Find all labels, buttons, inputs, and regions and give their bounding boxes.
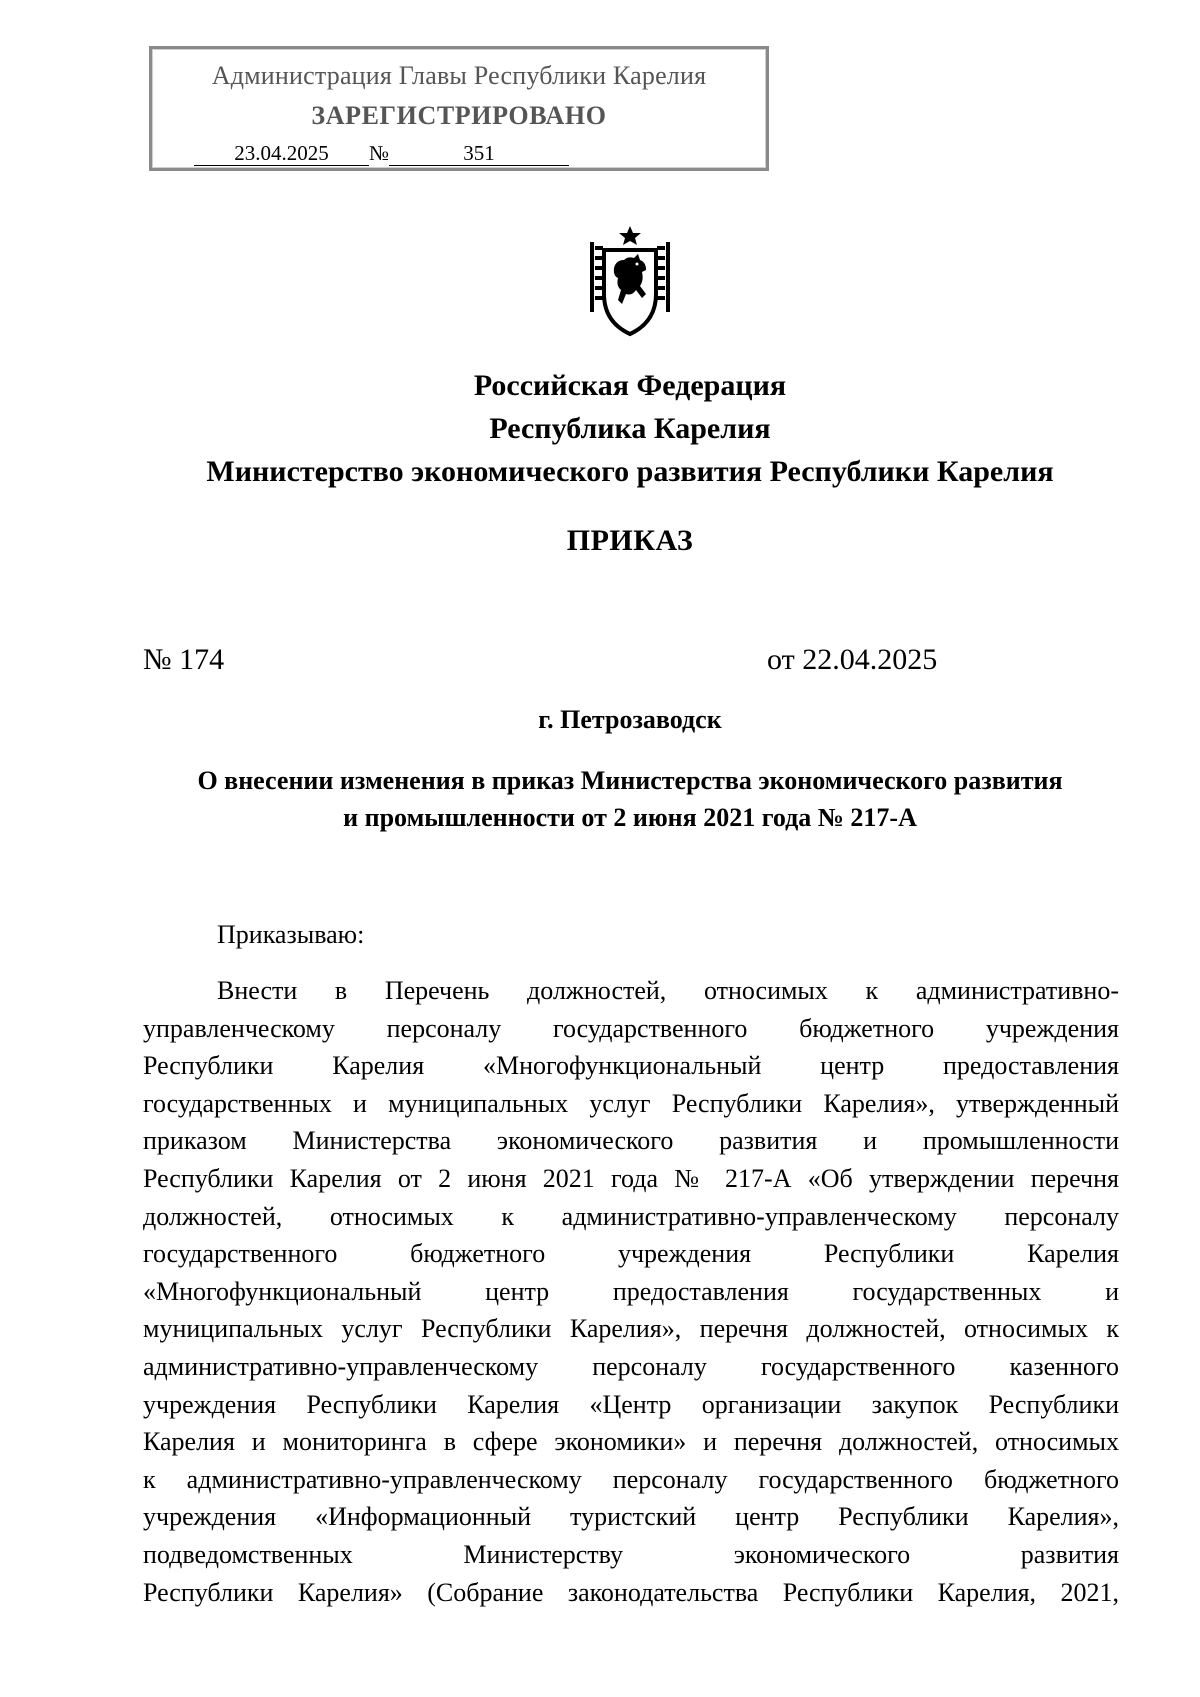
body-line: Республики Карелия» (Собрание законодательства Республики Карелия, 2021, [143, 1577, 1119, 1607]
order-date: от 22.04.2025 [767, 643, 938, 676]
stamp-number-sign: № [369, 141, 390, 165]
body-line: Республики Карелия от 2 июня 2021 года № 217-А «Об утверждении перечня [143, 1163, 1119, 1193]
body-paragraph [143, 972, 1119, 1611]
body-line: Республики Карелия «Многофункциональный центр предоставления [143, 1051, 1119, 1081]
body-line: государственных и муниципальных услуг Республики Карелия», утвержденный [143, 1088, 1119, 1118]
karelia-coat-of-arms-icon [586, 224, 674, 338]
body-line: управленческому персоналу государственного бюджетного учреждения [143, 1013, 1119, 1043]
body-line: административно-управленческому персоналу государственного казенного [143, 1351, 1119, 1381]
body-line: учреждения «Информационный туристский центр Республики Карелия», [143, 1502, 1119, 1532]
header-region: Республика Карелия [489, 412, 771, 445]
registration-stamp [149, 46, 769, 171]
stamp-registration-line [194, 141, 569, 166]
body-line: подведомственных Министерству экономического развития [143, 1539, 1119, 1569]
body-line: приказом Министерства экономического развития и промышленности [143, 1126, 1119, 1156]
header-ministry: Министерство экономического развития Республики Карелия [206, 455, 1054, 488]
document-title-line: и промышленности от 2 июня 2021 года № 217-А [343, 803, 917, 832]
stamp-number: 351 [389, 141, 569, 166]
document-title [143, 762, 1117, 836]
order-number: № 174 [143, 643, 225, 676]
document-title-line: О внесении изменения в приказ Министерства экономического развития [197, 766, 1063, 795]
stamp-status: ЗАРЕГИСТРИРОВАНО [311, 101, 607, 130]
body-line: к административно-управленческому персоналу государственного бюджетного [143, 1464, 1119, 1494]
stamp-organization: Администрация Главы Республики Карелия [211, 61, 707, 90]
body-line: должностей, относимых к административно-управленческому персоналу [143, 1201, 1119, 1231]
body-line: «Многофункциональный центр предоставления государственных и [143, 1276, 1119, 1306]
city: г. Петрозаводск [538, 705, 722, 734]
header-country: Российская Федерация [473, 369, 787, 402]
document-type: ПРИКАЗ [566, 524, 694, 557]
body-line: муниципальных услуг Республики Карелия», перечня должностей, относимых к [143, 1314, 1119, 1344]
stamp-date: 23.04.2025 [194, 141, 369, 166]
body-line: учреждения Республики Карелия «Центр организации закупок Республики [143, 1389, 1119, 1419]
body-line: Внести в Перечень должностей, относимых к административно- [217, 976, 1119, 1005]
decree-word: Приказываю: [217, 920, 365, 949]
body-line: государственного бюджетного учреждения Республики Карелия [143, 1239, 1119, 1269]
body-line: Карелия и мониторинга в сфере экономики» и перечня должностей, относимых [143, 1427, 1119, 1457]
